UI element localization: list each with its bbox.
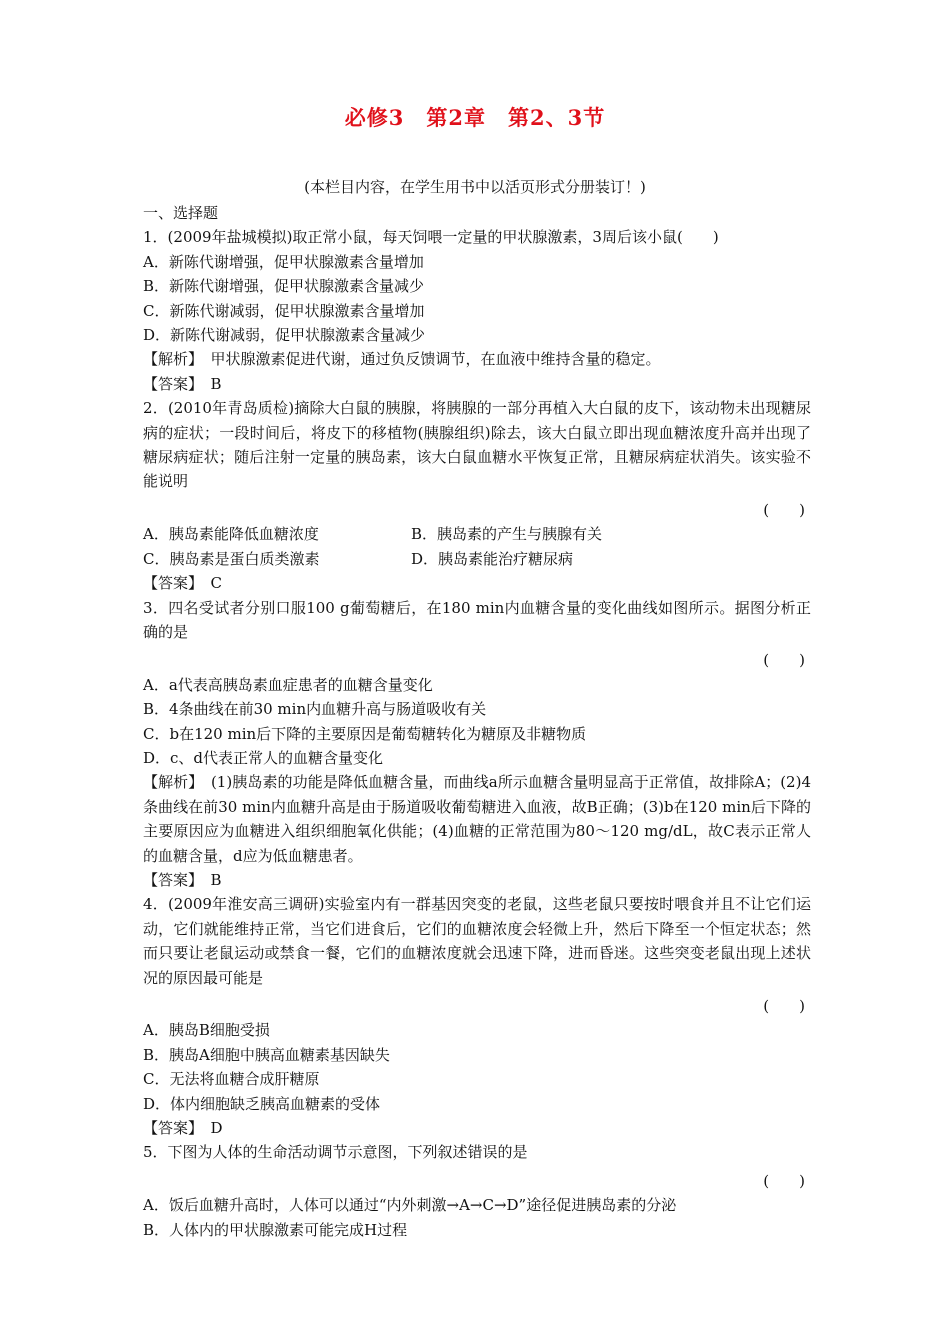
q2-stem: 2．(2010年青岛质检)摘除大白鼠的胰腺，将胰腺的一部分再植入大白鼠的皮下，该动物未出现糖尿病的症状；一段时间后，将皮下的移植物(胰腺组织)除去，该大白鼠立即出现血糖浓度升高并出现了糖尿病症状；随后注射一定量的胰岛素，该大白鼠血糖水平恢复正常，且糖尿病症状消失。该实验不能说明: [143, 399, 811, 491]
q1-option-d: D．新陈代谢减弱，促甲状腺激素含量减少: [143, 326, 426, 345]
q3-stem: 3．四名受试者分别口服100 g葡萄糖后，在180 min内血糖含量的变化曲线如图所示。据图分析正确的是: [143, 598, 811, 641]
q2-option-d: D．胰岛素能治疗糖尿病: [411, 549, 574, 568]
q2-answer: 【答案】 C: [143, 574, 222, 593]
q1-option-c: C．新陈代谢减弱，促甲状腺激素含量增加: [143, 301, 425, 320]
q2-options-row-1: [143, 522, 811, 546]
question-content: [143, 201, 811, 1242]
q2-option-b: B．胰岛素的产生与胰腺有关: [411, 525, 603, 544]
q3-option-b: B．4条曲线在前30 min内血糖升高与肠道吸收有关: [143, 700, 487, 719]
q4-option-d: D．体内细胞缺乏胰高血糖素的受体: [143, 1094, 381, 1113]
q3-answer-blank: ( ): [763, 651, 805, 670]
section-heading: 一、选择题: [143, 204, 219, 222]
q5-option-b: B．人体内的甲状腺激素可能完成H过程: [143, 1220, 408, 1239]
q5-stem: 5．下图为人体的生命活动调节示意图，下列叙述错误的是: [143, 1143, 528, 1162]
page-title: 必修3 第2章 第2、3节: [344, 105, 606, 130]
q3-answer: 【答案】 B: [143, 870, 222, 889]
q4-option-c: C．无法将血糖合成肝糖原: [143, 1070, 320, 1089]
q4-option-a: A．胰岛B细胞受损: [143, 1021, 270, 1040]
q4-option-b: B．胰岛A细胞中胰高血糖素基因缺失: [143, 1045, 390, 1064]
q2-option-a: A．胰岛素能降低血糖浓度: [143, 525, 319, 544]
q1-stem: 1．(2009年盐城模拟)取正常小鼠，每天饲喂一定量的甲状腺激素，3周后该小鼠( ): [143, 228, 719, 247]
q4-stem: 4．(2009年淮安高三调研)实验室内有一群基因突变的老鼠，这些老鼠只要按时喂食并且不让它们运动，它们就能维持正常，当它们进食后，它们的血糖浓度会轻微上升，然后下降至一个恒定状态；然而只要让老鼠运动或禁食一餐，它们的血糖浓度就会迅速下降，进而昏迷。这些突变老鼠出现上述状况的原因最可能是: [143, 895, 811, 987]
q3-option-d: D．c、d代表正常人的血糖含量变化: [143, 748, 384, 767]
q5-answer-blank: ( ): [763, 1171, 805, 1190]
q2-option-c: C．胰岛素是蛋白质类激素: [143, 549, 320, 568]
q2-answer-blank: ( ): [763, 500, 805, 519]
q4-answer: 【答案】 D: [143, 1119, 223, 1138]
q1-option-b: B．新陈代谢增强，促甲状腺激素含量减少: [143, 277, 425, 296]
q1-option-a: A．新陈代谢增强，促甲状腺激素含量增加: [143, 252, 424, 271]
binding-note: (本栏目内容，在学生用书中以活页形式分册装订！): [304, 178, 646, 196]
q4-answer-blank: ( ): [763, 997, 805, 1015]
q5-option-a: A．饭后血糖升高时，人体可以通过“内外刺激→A→C→D”途径促进胰岛素的分泌: [143, 1196, 677, 1215]
q1-analysis: 【解析】 甲状腺激素促进代谢，通过负反馈调节，在血液中维持含量的稳定。: [143, 350, 661, 369]
q3-option-c: C．b在120 min后下降的主要原因是葡萄糖转化为糖原及非糖物质: [143, 724, 587, 743]
q3-option-a: A．a代表高胰岛素血症患者的血糖含量变化: [143, 675, 433, 694]
q3-analysis: 【解析】 (1)胰岛素的功能是降低血糖含量，而曲线a所示血糖含量明显高于正常值，故排除A；(2)4条曲线在前30 min内血糖升高是由于肠道吸收葡萄糖进入血液，故B正确；(3)b在120 min后下降的主要原因应为血糖进入组织细胞氧化供能；(4)血糖的正常范围为80～120 mg/dL，故C表示正常人的血糖含量，d应为低血糖患者。: [143, 773, 811, 865]
q1-answer: 【答案】 B: [143, 374, 222, 393]
q2-options-row-2: [143, 547, 811, 571]
